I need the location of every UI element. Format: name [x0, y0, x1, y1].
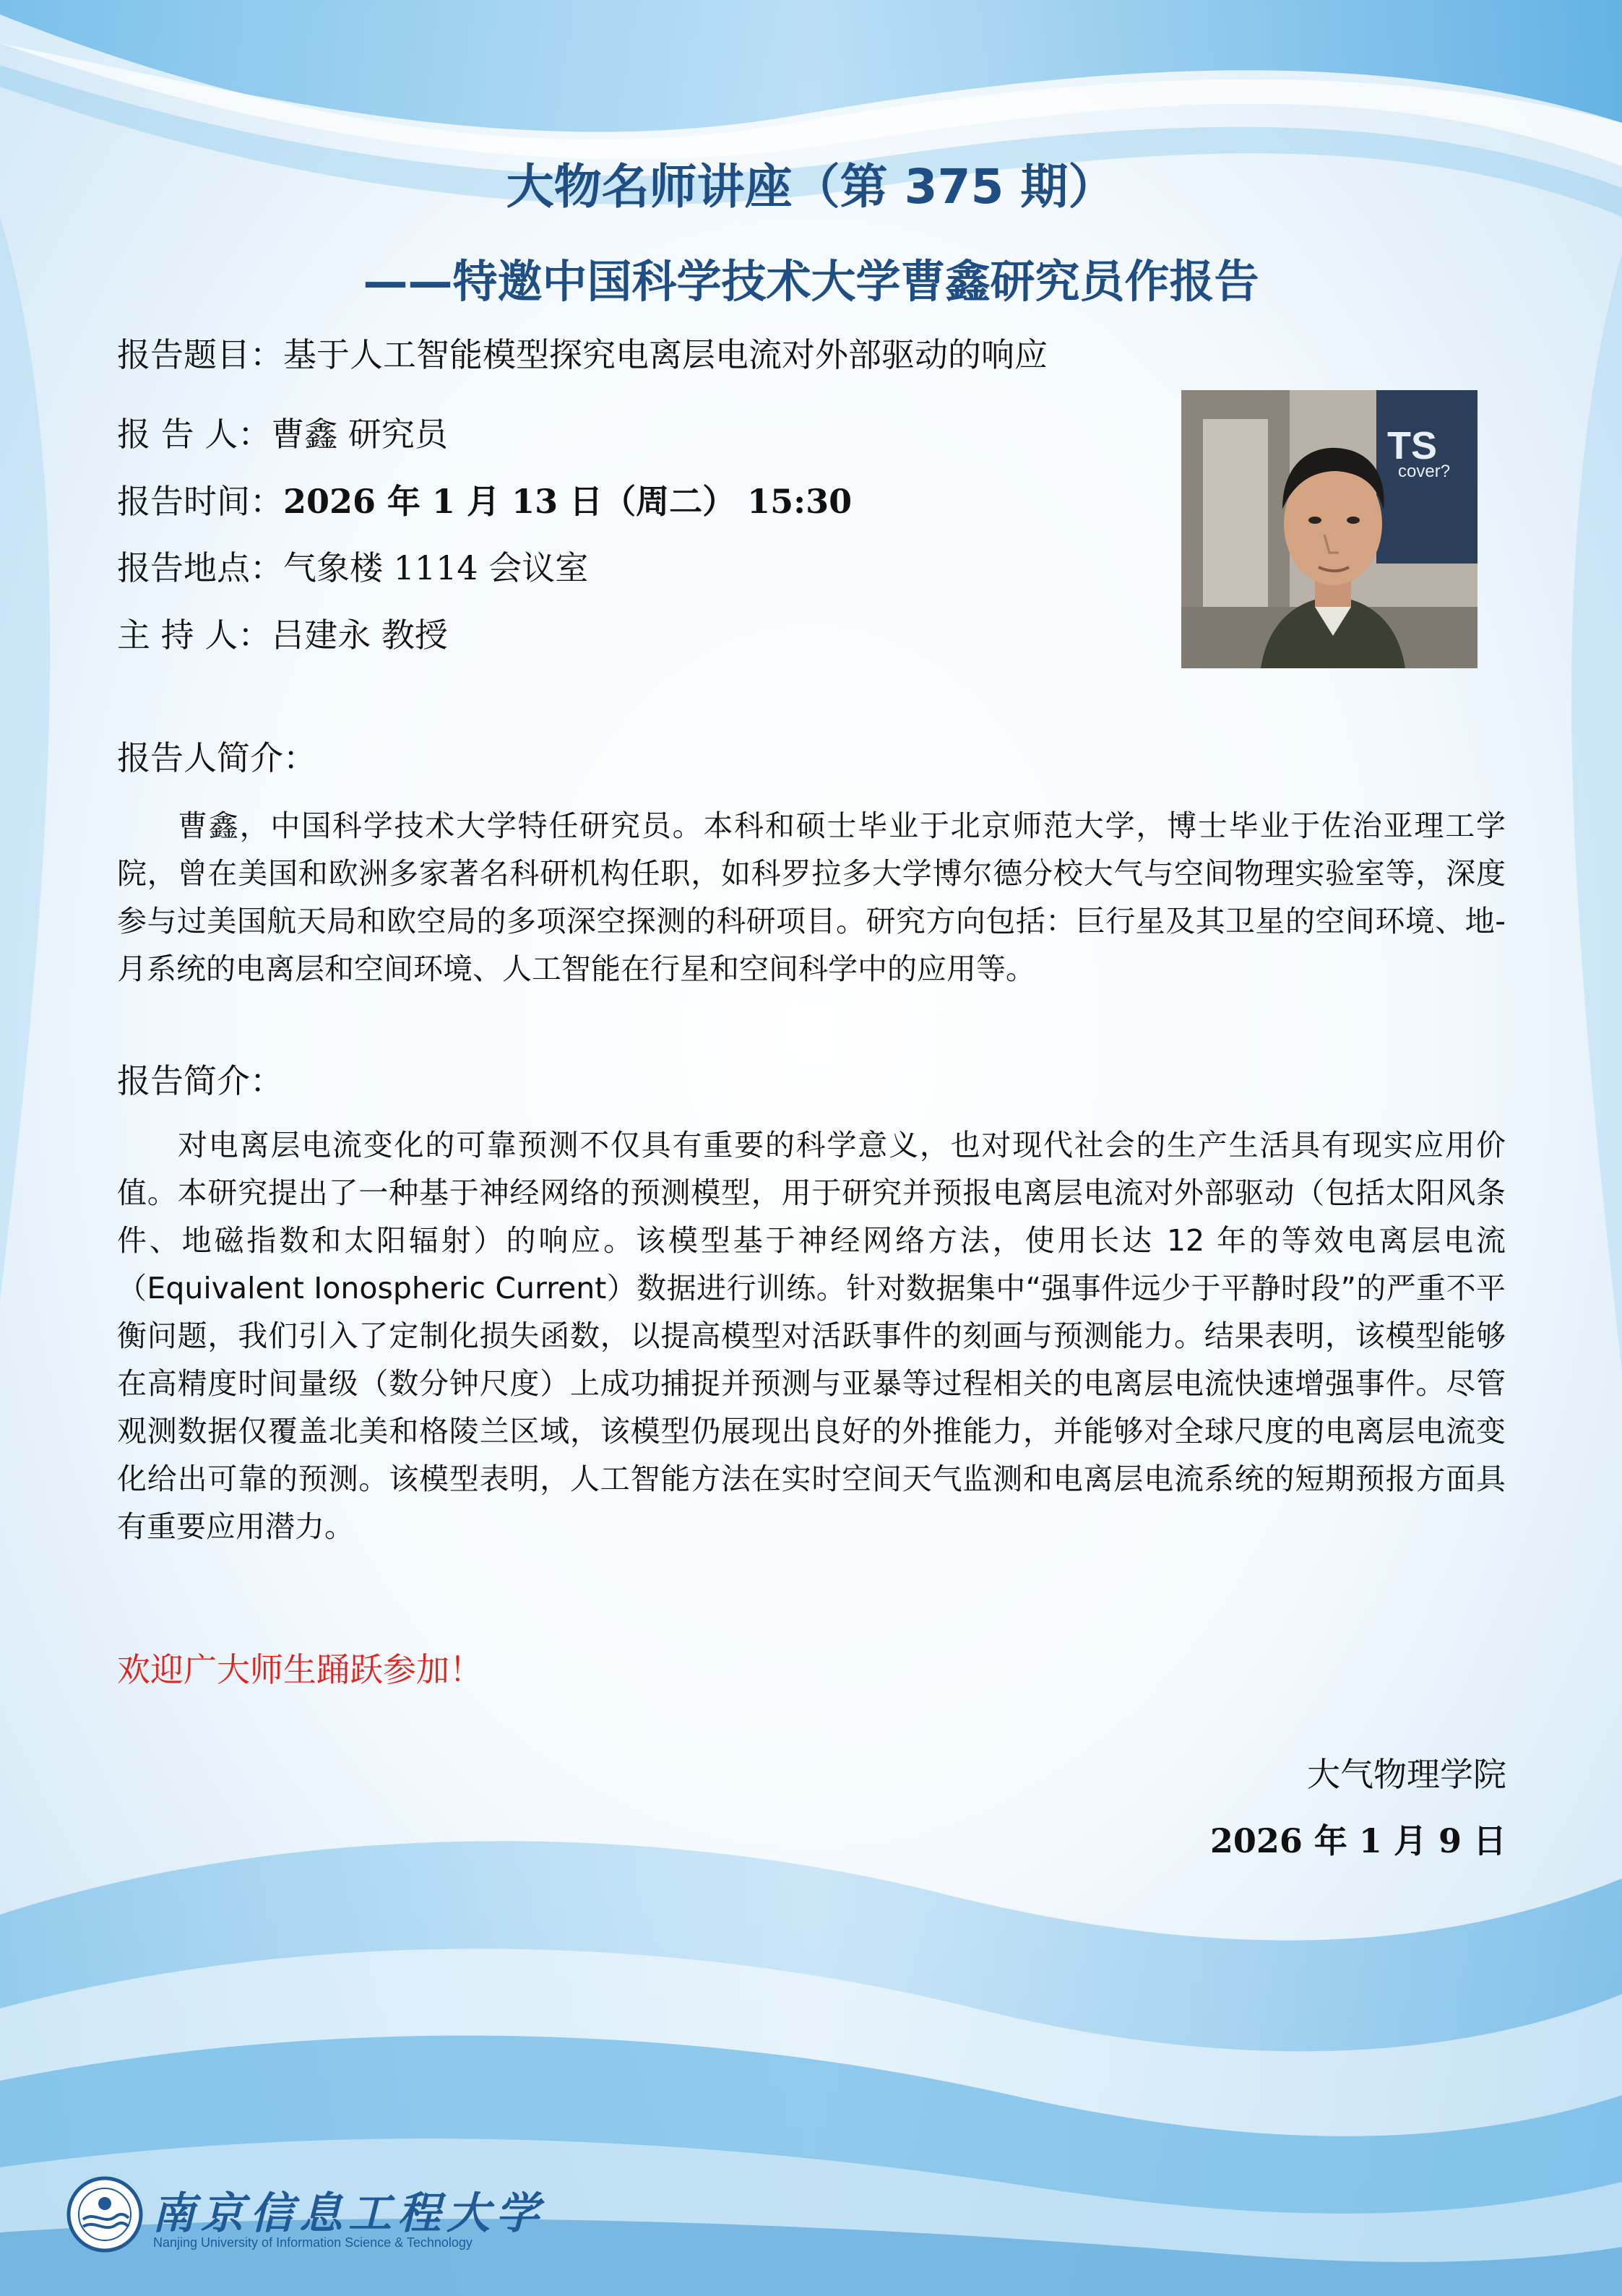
info-time — [117, 475, 852, 523]
abstract-text: 对电离层电流变化的可靠预测不仅具有重要的科学意义，也对现代社会的生产生活具有现实应用价值。本研究提出了一种基于神经网络的预测模型，用于研究并预报电离层电流对外部驱动（包括太阳风条件、地磁指数和太阳辐射）的响应。该模型基于神经网络方法，使用长达 12 年的等效电离层电流（Equivalent Ionospheric Current）数据进行训练。针对数据集中“强事件远少于平静时段”的严重不平衡问题，我们引入了定制化损失函数，以提高模型对活跃事件的刻画与预测能力。结果表明，该模型能够在高精度时间量级（数分钟尺度）上成功捕捉并预测与亚暴等过程相关的电离层电流快速增强事件。尽管观测数据仅覆盖北美和格陵兰区域，该模型仍展现出良好的外推能力，并能够对全球尺度的电离层电流变化给出可靠的预测。该模型表明，人工智能方法在实时空间天气监测和电离层电流系统的短期预报方面具有重要应用潜力。 — [117, 1128, 1506, 1544]
info-topic — [117, 329, 1048, 376]
photo-sign-letters: TS — [1387, 424, 1438, 467]
topic-label: 报告题目： — [117, 335, 283, 374]
signature-org: 大气物理学院 — [1307, 1755, 1506, 1794]
university-name-cn: 南京信息工程大学 — [152, 2188, 545, 2239]
host-value: 吕建永 教授 — [271, 616, 448, 655]
bio-heading: 报告人简介： — [117, 738, 316, 777]
bio-text: 曹鑫，中国科学技术大学特任研究员。本科和硕士毕业于北京师范大学，博士毕业于佐治亚理工学院，曾在美国和欧洲多家著名科研机构任职，如科罗拉多大学博尔德分校大气与空间物理实验室等，深度参与过美国航天局和欧空局的多项深空探测的科研项目。研究方向包括：巨行星及其卫星的空间环境、地-月系统的电离层和空间环境、人工智能在行星和空间科学中的应用等。 — [117, 808, 1506, 986]
speaker-value: 曹鑫 研究员 — [271, 415, 448, 454]
time-value: 2026 年 1 月 13 日（周二） 15:30 — [283, 482, 853, 521]
speaker-photo — [1181, 390, 1478, 668]
speaker-photo-drawing — [1181, 390, 1478, 668]
signature-date: 2026 年 1 月 9 日 — [1209, 1821, 1506, 1860]
place-value: 气象楼 1114 会议室 — [283, 548, 589, 587]
info-place — [117, 542, 588, 590]
welcome-text: 欢迎广大师生踊跃参加！ — [117, 1650, 483, 1689]
topic-value: 基于人工智能模型探究电离层电流对外部驱动的响应 — [283, 335, 1048, 374]
poster-subtitle: ——特邀中国科学技术大学曹鑫研究员作报告 — [363, 255, 1259, 308]
abstract-heading: 报告简介： — [117, 1061, 283, 1100]
photo-sign-text: cover? — [1398, 462, 1451, 481]
info-host — [117, 609, 448, 657]
speaker-label: 报 告 人： — [117, 415, 272, 454]
place-label: 报告地点： — [117, 548, 283, 587]
poster-title: 大物名师讲座（第 375 期） — [506, 159, 1116, 215]
university-seal-icon — [65, 2175, 144, 2254]
time-label: 报告时间： — [117, 482, 283, 521]
university-logo — [65, 2175, 545, 2261]
info-speaker — [117, 408, 448, 456]
university-name-en: Nanjing University of Information Science & Technology — [153, 2235, 473, 2250]
host-label: 主 持 人： — [117, 616, 272, 655]
